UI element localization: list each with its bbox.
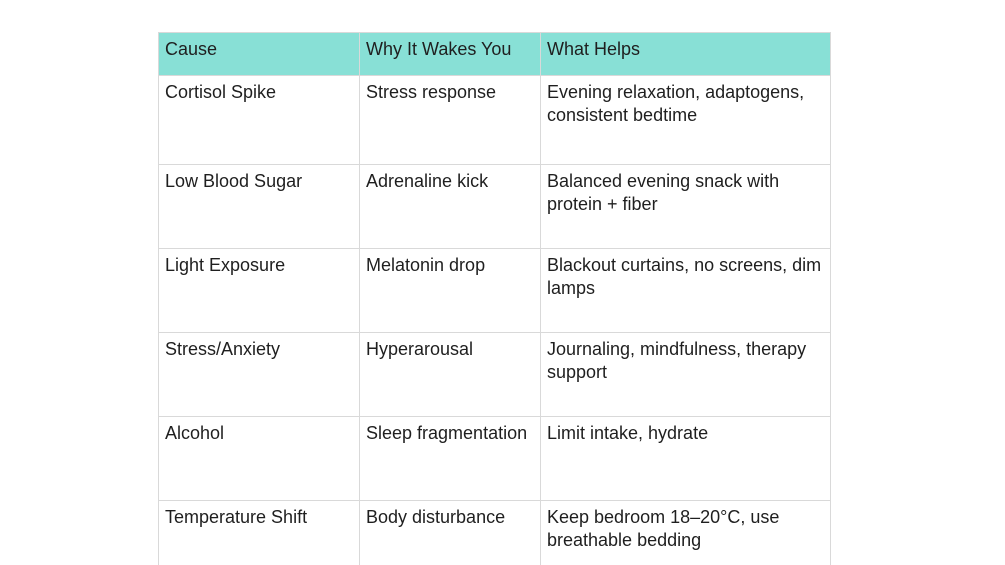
cell-helps: Evening relaxation, adaptogens, consistent bedtime <box>541 76 831 165</box>
table-row <box>159 333 831 417</box>
cell-why: Adrenaline kick <box>360 165 541 249</box>
cell-why: Sleep fragmentation <box>360 417 541 501</box>
sleep-causes-table <box>158 32 831 565</box>
table-row <box>159 165 831 249</box>
cell-why: Body disturbance <box>360 501 541 565</box>
cell-cause: Low Blood Sugar <box>159 165 360 249</box>
header-cause: Cause <box>159 33 360 76</box>
cell-helps: Journaling, mindfulness, therapy support <box>541 333 831 417</box>
table-row <box>159 76 831 165</box>
cell-cause: Alcohol <box>159 417 360 501</box>
table-header <box>159 33 831 76</box>
sleep-causes-table-container <box>158 32 830 565</box>
cell-helps: Limit intake, hydrate <box>541 417 831 501</box>
header-row <box>159 33 831 76</box>
header-what-helps: What Helps <box>541 33 831 76</box>
table-body <box>159 76 831 565</box>
cell-cause: Temperature Shift <box>159 501 360 565</box>
table-row <box>159 249 831 333</box>
cell-cause: Cortisol Spike <box>159 76 360 165</box>
table-row <box>159 501 831 565</box>
table-row <box>159 417 831 501</box>
cell-helps: Blackout curtains, no screens, dim lamps <box>541 249 831 333</box>
cell-helps: Balanced evening snack with protein + fiber <box>541 165 831 249</box>
cell-why: Melatonin drop <box>360 249 541 333</box>
cell-cause: Light Exposure <box>159 249 360 333</box>
cell-helps: Keep bedroom 18–20°C, use breathable bedding <box>541 501 831 565</box>
cell-why: Hyperarousal <box>360 333 541 417</box>
cell-cause: Stress/Anxiety <box>159 333 360 417</box>
header-why-it-wakes-you: Why It Wakes You <box>360 33 541 76</box>
cell-why: Stress response <box>360 76 541 165</box>
